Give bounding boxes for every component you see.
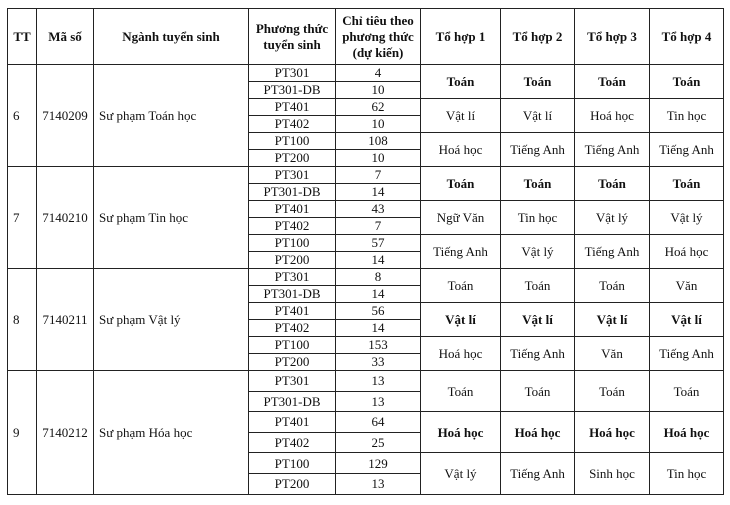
combo-1-subject-1: Toán — [421, 269, 501, 303]
combo-1-subject-1: Toán — [421, 65, 501, 99]
method-quota: 33 — [336, 354, 421, 371]
combo-4-subject-2: Vật lí — [650, 303, 724, 337]
program-group-7140212 — [8, 371, 724, 495]
combo-1-subject-3: Hoá học — [421, 337, 501, 371]
method-quota: 153 — [336, 337, 421, 354]
combo-2-subject-3: Tiếng Anh — [501, 337, 575, 371]
combo-4-subject-3: Tin học — [650, 453, 724, 494]
table-row — [8, 65, 724, 82]
combo-1-subject-2: Hoá học — [421, 412, 501, 453]
combo-3-subject-3: Tiếng Anh — [575, 235, 650, 269]
header-row — [8, 9, 724, 65]
method-code: PT401 — [249, 201, 336, 218]
row-ma-so: 7140210 — [37, 167, 94, 269]
method-code: PT301 — [249, 65, 336, 82]
table-row — [8, 269, 724, 286]
row-tt: 7 — [8, 167, 37, 269]
method-quota: 14 — [336, 184, 421, 201]
combo-2-subject-2: Vật lí — [501, 303, 575, 337]
combo-1-subject-3: Hoá học — [421, 133, 501, 167]
method-quota: 129 — [336, 453, 421, 474]
combo-3-subject-3: Văn — [575, 337, 650, 371]
row-tt: 6 — [8, 65, 37, 167]
combo-4-subject-2: Hoá học — [650, 412, 724, 453]
combo-4-subject-3: Tiếng Anh — [650, 133, 724, 167]
combo-2-subject-3: Tiếng Anh — [501, 133, 575, 167]
method-quota: 62 — [336, 99, 421, 116]
combo-3-subject-3: Tiếng Anh — [575, 133, 650, 167]
method-quota: 64 — [336, 412, 421, 433]
method-code: PT402 — [249, 320, 336, 337]
method-code: PT402 — [249, 218, 336, 235]
combo-1-subject-3: Vật lý — [421, 453, 501, 494]
method-code: PT301-DB — [249, 184, 336, 201]
combo-3-subject-1: Toán — [575, 371, 650, 412]
method-quota: 56 — [336, 303, 421, 320]
combo-2-subject-1: Toán — [501, 167, 575, 201]
combo-4-subject-3: Hoá học — [650, 235, 724, 269]
method-quota: 4 — [336, 65, 421, 82]
method-code: PT401 — [249, 303, 336, 320]
header-to-hop-3: Tổ hợp 3 — [575, 9, 650, 65]
combo-2-subject-2: Tin học — [501, 201, 575, 235]
row-nganh: Sư phạm Hóa học — [94, 371, 249, 495]
program-group-7140209 — [8, 65, 724, 167]
combo-1-subject-2: Vật lí — [421, 303, 501, 337]
combo-2-subject-3: Vật lý — [501, 235, 575, 269]
row-ma-so: 7140212 — [37, 371, 94, 495]
method-code: PT100 — [249, 133, 336, 150]
header-chi-tieu: Chỉ tiêu theo phương thức (dự kiến) — [336, 9, 421, 65]
method-code: PT301 — [249, 167, 336, 184]
method-quota: 25 — [336, 432, 421, 453]
method-quota: 13 — [336, 391, 421, 412]
combo-3-subject-3: Sinh học — [575, 453, 650, 494]
header-to-hop-1: Tổ hợp 1 — [421, 9, 501, 65]
method-quota: 7 — [336, 167, 421, 184]
combo-2-subject-2: Vật lí — [501, 99, 575, 133]
row-tt: 9 — [8, 371, 37, 495]
combo-1-subject-2: Ngữ Văn — [421, 201, 501, 235]
header-ma-so: Mã số — [37, 9, 94, 65]
method-code: PT200 — [249, 354, 336, 371]
method-quota: 14 — [336, 320, 421, 337]
method-code: PT401 — [249, 99, 336, 116]
header-tt: TT — [8, 9, 37, 65]
method-quota: 10 — [336, 82, 421, 99]
combo-3-subject-1: Toán — [575, 167, 650, 201]
table-header — [8, 9, 724, 65]
method-code: PT100 — [249, 453, 336, 474]
combo-4-subject-2: Vật lý — [650, 201, 724, 235]
combo-3-subject-2: Hoá học — [575, 99, 650, 133]
combo-4-subject-3: Tiếng Anh — [650, 337, 724, 371]
method-code: PT301 — [249, 371, 336, 392]
combo-2-subject-1: Toán — [501, 371, 575, 412]
combo-1-subject-1: Toán — [421, 371, 501, 412]
method-code: PT402 — [249, 116, 336, 133]
method-code: PT200 — [249, 473, 336, 494]
method-code: PT401 — [249, 412, 336, 433]
combo-1-subject-2: Vật lí — [421, 99, 501, 133]
method-quota: 10 — [336, 116, 421, 133]
method-code: PT301-DB — [249, 82, 336, 99]
combo-3-subject-2: Hoá học — [575, 412, 650, 453]
combo-4-subject-2: Tin học — [650, 99, 724, 133]
method-quota: 8 — [336, 269, 421, 286]
method-quota: 13 — [336, 371, 421, 392]
combo-1-subject-3: Tiếng Anh — [421, 235, 501, 269]
method-code: PT200 — [249, 150, 336, 167]
combo-4-subject-1: Văn — [650, 269, 724, 303]
row-nganh: Sư phạm Tin học — [94, 167, 249, 269]
admission-quota-table — [7, 8, 724, 495]
combo-3-subject-2: Vật lý — [575, 201, 650, 235]
row-ma-so: 7140211 — [37, 269, 94, 371]
method-quota: 10 — [336, 150, 421, 167]
row-nganh: Sư phạm Vật lý — [94, 269, 249, 371]
method-code: PT301 — [249, 269, 336, 286]
combo-3-subject-1: Toán — [575, 65, 650, 99]
method-code: PT200 — [249, 252, 336, 269]
combo-3-subject-1: Toán — [575, 269, 650, 303]
program-group-7140210 — [8, 167, 724, 269]
combo-4-subject-1: Toán — [650, 65, 724, 99]
method-quota: 13 — [336, 473, 421, 494]
row-tt: 8 — [8, 269, 37, 371]
combo-2-subject-1: Toán — [501, 65, 575, 99]
method-quota: 108 — [336, 133, 421, 150]
program-group-7140211 — [8, 269, 724, 371]
row-ma-so: 7140209 — [37, 65, 94, 167]
combo-2-subject-3: Tiếng Anh — [501, 453, 575, 494]
combo-1-subject-1: Toán — [421, 167, 501, 201]
combo-2-subject-1: Toán — [501, 269, 575, 303]
header-phuong-thuc: Phương thức tuyển sinh — [249, 9, 336, 65]
combo-2-subject-2: Hoá học — [501, 412, 575, 453]
combo-4-subject-1: Toán — [650, 371, 724, 412]
combo-4-subject-1: Toán — [650, 167, 724, 201]
combo-3-subject-2: Vật lí — [575, 303, 650, 337]
header-nganh: Ngành tuyển sinh — [94, 9, 249, 65]
header-to-hop-4: Tổ hợp 4 — [650, 9, 724, 65]
row-nganh: Sư phạm Toán học — [94, 65, 249, 167]
method-quota: 7 — [336, 218, 421, 235]
table-row — [8, 167, 724, 184]
table-row — [8, 371, 724, 392]
method-code: PT402 — [249, 432, 336, 453]
method-quota: 43 — [336, 201, 421, 218]
method-code: PT100 — [249, 235, 336, 252]
method-code: PT301-DB — [249, 286, 336, 303]
method-code: PT301-DB — [249, 391, 336, 412]
method-quota: 14 — [336, 252, 421, 269]
header-to-hop-2: Tổ hợp 2 — [501, 9, 575, 65]
method-quota: 14 — [336, 286, 421, 303]
method-code: PT100 — [249, 337, 336, 354]
method-quota: 57 — [336, 235, 421, 252]
